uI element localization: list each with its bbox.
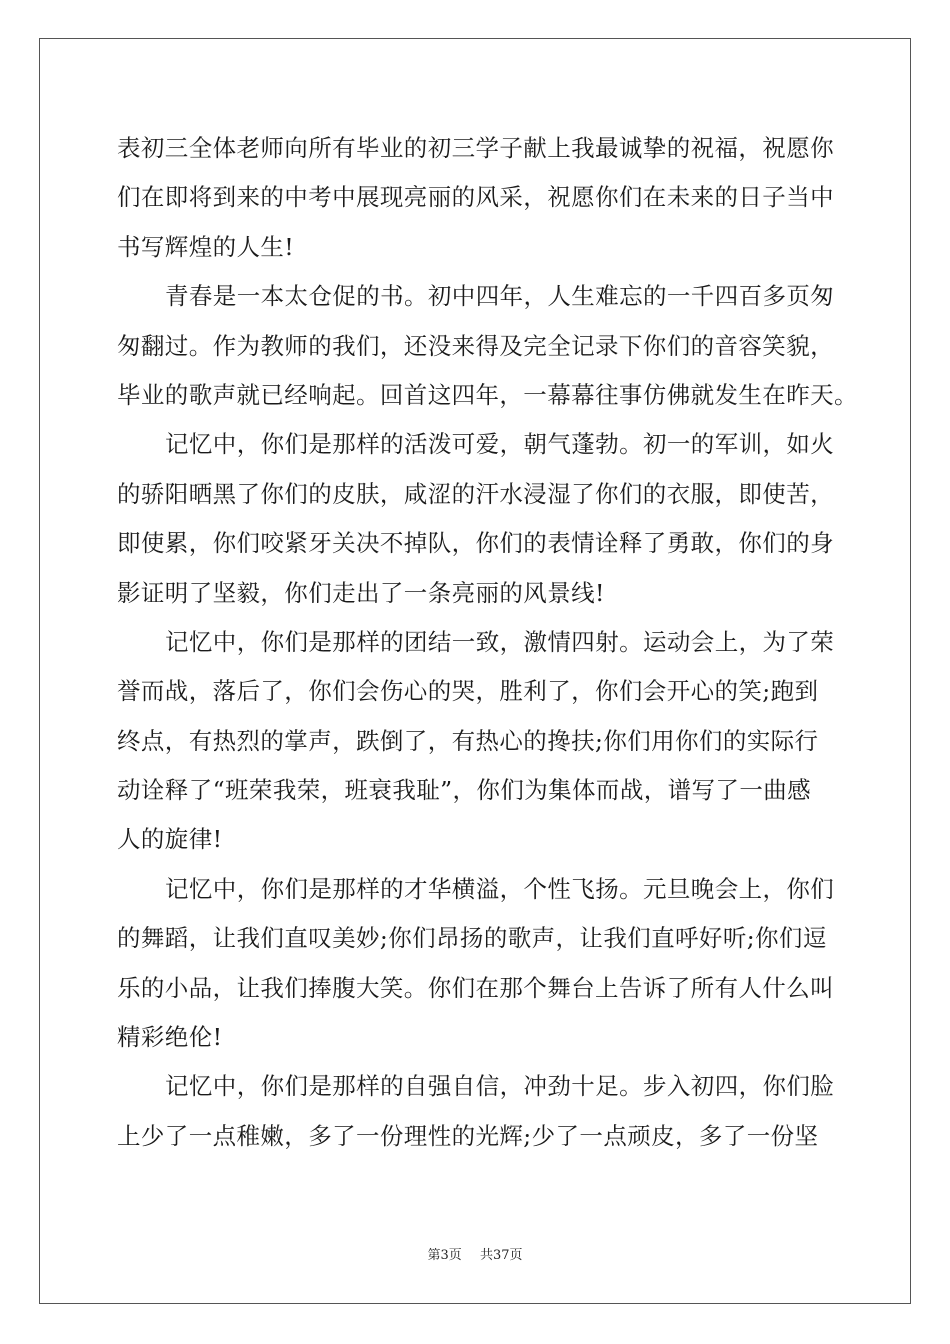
text-line: 的舞蹈，让我们直叹美妙;你们昂扬的歌声，让我们直呼好听;你们逗 (117, 924, 827, 953)
text-line: 上少了一点稚嫩，多了一份理性的光辉;少了一点顽皮，多了一份坚 (117, 1121, 819, 1150)
text-line: 动诠释了“班荣我荣，班衰我耻”，你们为集体而战，谱写了一曲感 (117, 776, 812, 805)
text-line: 匆翻过。作为教师的我们，还没来得及完全记录下你们的音容笑貌， (117, 331, 834, 360)
page-total: 共37页 (479, 1248, 523, 1263)
paragraph-start-line: 记忆中，你们是那样的才华横溢，个性飞扬。元旦晚会上，你们 (165, 874, 835, 903)
paragraph-start-line: 记忆中，你们是那样的活泼可爱，朝气蓬勃。初一的军训，如火 (165, 430, 835, 459)
text-line: 书写辉煌的人生! (117, 232, 295, 261)
document-body (117, 124, 858, 1161)
text-line: 人的旋律! (117, 825, 223, 854)
text-line: 精彩绝伦! (117, 1023, 223, 1052)
text-line: 的骄阳晒黑了你们的皮肤，咸涩的汗水浸湿了你们的衣服，即使苦， (117, 479, 834, 508)
page-footer (0, 1244, 950, 1263)
text-line: 们在即将到来的中考中展现亮丽的风采，祝愿你们在未来的日子当中 (117, 183, 834, 212)
text-line: 影证明了坚毅，你们走出了一条亮丽的风景线! (117, 578, 605, 607)
page-number: 第3页 (427, 1248, 462, 1263)
text-line: 表初三全体老师向所有毕业的初三学子献上我最诚挚的祝福，祝愿你 (117, 134, 834, 162)
paragraph-start-line: 记忆中，你们是那样的自强自信，冲劲十足。步入初四，你们脸 (165, 1072, 835, 1101)
paragraph-start-line: 记忆中，你们是那样的团结一致，激情四射。运动会上，为了荣 (165, 627, 835, 656)
text-line: 乐的小品，让我们捧腹大笑。你们在那个舞台上告诉了所有人什么叫 (117, 973, 834, 1002)
text-line: 即使累，你们咬紧牙关决不掉队，你们的表情诠释了勇敢，你们的身 (117, 529, 834, 558)
paragraph-start-line: 青春是一本太仓促的书。初中四年，人生难忘的一千四百多页匆 (165, 282, 835, 311)
text-line: 终点，有热烈的掌声，跌倒了，有热心的搀扶;你们用你们的实际行 (117, 726, 819, 755)
text-line: 毕业的歌声就已经响起。回首这四年，一幕幕往事仿佛就发生在昨天。 (117, 380, 858, 409)
text-line: 誉而战，落后了，你们会伤心的哭，胜利了，你们会开心的笑;跑到 (117, 677, 819, 706)
